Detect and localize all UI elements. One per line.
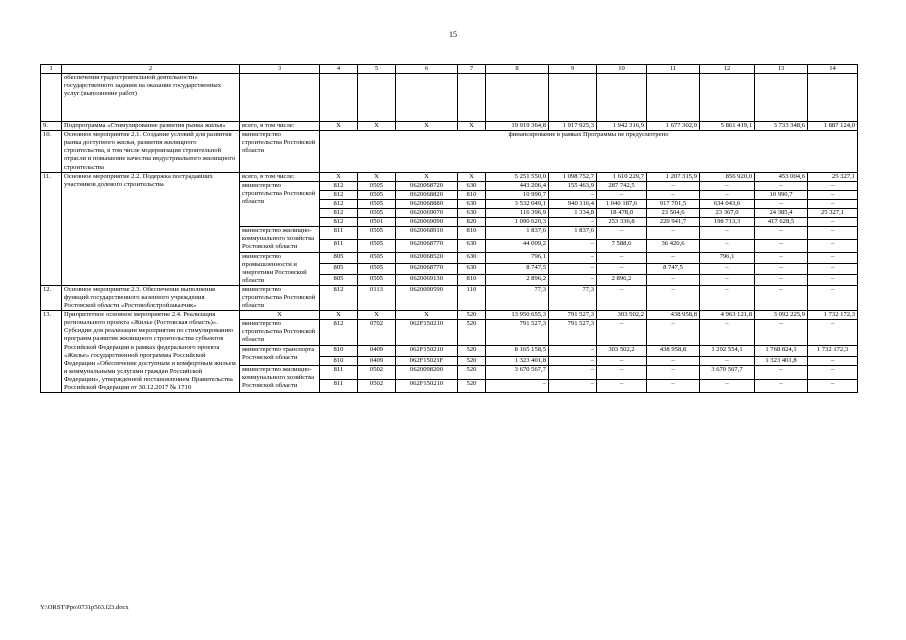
cell: 1 323 401,8 (755, 356, 808, 365)
cell: 4 963 121,8 (700, 311, 755, 320)
cell: 0505 (358, 263, 396, 274)
cell: – (597, 263, 647, 274)
cell: 3 532 049,1 (486, 199, 549, 208)
row-executor: министерство строительства Ростовской области (240, 131, 320, 172)
cell: 417 628,5 (755, 218, 808, 227)
cell: – (549, 263, 597, 274)
table-row (41, 122, 858, 131)
cell: – (755, 227, 808, 240)
cell: – (808, 285, 858, 310)
cell: – (647, 320, 700, 345)
row-executor: министерство жилищно-коммунального хозяйства Ростовской области (240, 227, 320, 252)
page-number: 15 (449, 30, 457, 39)
cell: 23 367,0 (700, 209, 755, 218)
cell: 1 837,6 (486, 227, 549, 240)
cell: Х (458, 122, 486, 131)
cell: 24 385,4 (755, 209, 808, 218)
cell: 3 670 567,7 (486, 365, 549, 380)
cell: 0620068770 (396, 239, 458, 252)
row-num: 10. (41, 131, 62, 172)
cell: 520 (458, 345, 486, 356)
cell: 3 733 348,6 (755, 122, 808, 131)
cell: 1 942 316,9 (597, 122, 647, 131)
col-number: 7 (458, 65, 486, 74)
cell: 0620000590 (396, 285, 458, 310)
row-executor: министерство строительства Ростовской области (240, 285, 320, 310)
cell: 19 919 364,8 (486, 122, 549, 131)
table-row (41, 172, 858, 181)
cell: 1 768 824,1 (755, 345, 808, 356)
col-number: 1 (41, 65, 62, 74)
cell: 812 (320, 320, 358, 345)
cell: 0505 (358, 181, 396, 190)
cell: 8 747,5 (486, 263, 549, 274)
cell: 1 917 925,3 (549, 122, 597, 131)
cell: 453 004,6 (755, 172, 808, 181)
cell: 44 009,2 (486, 239, 549, 252)
cell: 810 (458, 190, 486, 199)
table-row (41, 285, 858, 310)
row-name: Приоритетное основное мероприятие 2.4. Реализация регионального проекта «Жилье (Ростовская область)». Субсидии для реализации мероприятия по стимулированию программ развития жилищного строительства субъектов Российской Федерации в рамках федерального проекта «Жилье» государственной программы Российской Федерации «Обеспечение доступным и комфортным жильем и коммунальными услугами граждан Российской Федерации», утвержденной постановлением Правительства Российской Федерации от 30.12.2017 № 1710 (62, 311, 240, 393)
cell: 0409 (358, 345, 396, 356)
cell: 1 732 172,3 (808, 345, 858, 356)
cell: 13 950 655,3 (486, 311, 549, 320)
cell: 796,1 (700, 252, 755, 263)
cell: 812 (320, 218, 358, 227)
cell: 1 207 315,9 (647, 172, 700, 181)
cell: 303 502,2 (597, 345, 647, 356)
cell: – (808, 356, 858, 365)
cell: 155 463,9 (549, 181, 597, 190)
cell: – (700, 263, 755, 274)
cell: 062F150210 (396, 380, 458, 393)
cell: – (549, 190, 597, 199)
cell: 0113 (358, 285, 396, 310)
cell: 0620068880 (396, 199, 458, 208)
cell: 220 941,7 (647, 218, 700, 227)
cell: 5 861 419,1 (700, 122, 755, 131)
cell: 805 (320, 274, 358, 285)
financing-note: финансирование в рамках Программы не предусмотрено (320, 131, 858, 172)
cell: Х (240, 311, 320, 320)
cell: 1 732 172,3 (808, 311, 858, 320)
cell: – (755, 181, 808, 190)
cell: – (549, 274, 597, 285)
cell: 0505 (358, 239, 396, 252)
table-row (41, 131, 858, 172)
cell: – (808, 239, 858, 252)
cell: 116 396,9 (486, 209, 549, 218)
budget-table (40, 64, 858, 393)
row-name: Основное мероприятие 2.2. Подержка пострадавших участников долевого строительства (62, 172, 240, 285)
cell: 812 (320, 190, 358, 199)
cell: 1 887 124,0 (808, 122, 858, 131)
cell: – (549, 252, 597, 263)
cell: – (700, 227, 755, 240)
cell: 520 (458, 311, 486, 320)
cell: – (755, 274, 808, 285)
cell: 1 040 187,6 (597, 199, 647, 208)
col-number: 9 (549, 65, 597, 74)
row-executor: министерство промышленности и энергетики Ростовской области (240, 252, 320, 285)
cell: – (808, 181, 858, 190)
row-num: 13. (41, 311, 62, 393)
cell: 811 (320, 365, 358, 380)
cell: – (647, 285, 700, 310)
cell: 811 (320, 380, 358, 393)
row-executor: министерство транспорта Ростовской области (240, 345, 320, 365)
cell: – (597, 252, 647, 263)
cell: – (597, 380, 647, 393)
cell: 634 043,6 (700, 199, 755, 208)
cell: – (755, 365, 808, 380)
cell: 3 092 225,9 (755, 311, 808, 320)
cell: – (549, 365, 597, 380)
cell: – (647, 190, 700, 199)
footer-path: Y:\ORST\Ppo\0731p563.f23.docx (40, 604, 129, 611)
cell: 10 990,7 (755, 190, 808, 199)
cell: 0409 (358, 356, 396, 365)
row-name: Основное мероприятие 2.1. Создание условий для развития рынка доступного жилья, развития жилищного строительства, в том числе модернизация строительной отрасли и повышение качества индустриального жилищного строительства (62, 131, 240, 172)
row-executor: министерство жилищно-коммунального хозяйства Ростовской области (240, 365, 320, 392)
cell: – (549, 218, 597, 227)
cell: 810 (320, 345, 358, 356)
cell: 062F150210 (396, 345, 458, 356)
cell: Х (320, 311, 358, 320)
cell: Х (358, 122, 396, 131)
col-number: 4 (320, 65, 358, 74)
cell: – (647, 227, 700, 240)
cell: 630 (458, 181, 486, 190)
row-num: 11. (41, 172, 62, 285)
cell: 0620068910 (396, 227, 458, 240)
table-row (41, 74, 858, 122)
col-number: 11 (647, 65, 700, 74)
col-number: 12 (700, 65, 755, 74)
header-row (41, 65, 858, 74)
cell: 0620068520 (396, 252, 458, 263)
cell: 77,3 (486, 285, 549, 310)
cell: 0620068820 (396, 190, 458, 199)
cell: 0505 (358, 190, 396, 199)
cell: – (549, 380, 597, 393)
cell: 630 (458, 209, 486, 218)
cell: 0502 (358, 365, 396, 380)
cell: 438 958,8 (647, 345, 700, 356)
cell: – (549, 356, 597, 365)
cell: 1 323 401,8 (486, 356, 549, 365)
cell: – (808, 199, 858, 208)
row-name: обеспечения градостроительной деятельности» государственного задания на оказание государственных услуг (выполнение работ) (62, 74, 240, 122)
cell: – (808, 320, 858, 345)
cell: 3 670 567,7 (700, 365, 755, 380)
cell: – (700, 285, 755, 310)
cell: 303 502,2 (597, 311, 647, 320)
cell: 1 098 752,7 (549, 172, 597, 181)
cell: 0620098200 (396, 365, 458, 380)
cell: – (755, 199, 808, 208)
cell: 810 (458, 274, 486, 285)
cell: 110 (458, 285, 486, 310)
cell: – (647, 365, 700, 380)
cell: Х (358, 311, 396, 320)
cell: 812 (320, 209, 358, 218)
cell: 812 (320, 285, 358, 310)
cell: 811 (320, 239, 358, 252)
cell: 917 701,5 (647, 199, 700, 208)
cell: 630 (458, 252, 486, 263)
cell: 630 (458, 239, 486, 252)
cell: 0505 (358, 252, 396, 263)
cell: 810 (320, 356, 358, 365)
cell: 812 (320, 181, 358, 190)
cell: 796,1 (486, 252, 549, 263)
cell: – (700, 274, 755, 285)
cell: 1 837,6 (549, 227, 597, 240)
cell: 940 116,4 (549, 199, 597, 208)
cell: – (597, 190, 647, 199)
cell: 0620069070 (396, 209, 458, 218)
cell: 198 713,3 (700, 218, 755, 227)
cell: – (700, 356, 755, 365)
cell: – (486, 380, 549, 393)
col-number: 2 (62, 65, 240, 74)
cell: 805 (320, 263, 358, 274)
row-name: Основное мероприятие 2.3. Обеспечение выполнения функций государственного казенного учреждения Ростовской области «Ростовоблстройзаказчик» (62, 285, 240, 310)
cell: 812 (320, 199, 358, 208)
cell: 0505 (358, 274, 396, 285)
col-number: 8 (486, 65, 549, 74)
cell: 18 478,0 (597, 209, 647, 218)
cell: 25 327,1 (808, 209, 858, 218)
cell: – (549, 239, 597, 252)
cell: – (597, 285, 647, 310)
cell: 0505 (358, 209, 396, 218)
cell: – (808, 274, 858, 285)
cell: 791 527,3 (486, 320, 549, 345)
cell: 0505 (358, 227, 396, 240)
cell: Х (396, 311, 458, 320)
cell: – (647, 274, 700, 285)
cell: 36 420,6 (647, 239, 700, 252)
cell: 10 990,7 (486, 190, 549, 199)
row-num: 12. (41, 285, 62, 310)
cell: – (700, 181, 755, 190)
cell: 062F15021F (396, 356, 458, 365)
cell: – (808, 365, 858, 380)
cell: – (700, 239, 755, 252)
cell: – (755, 320, 808, 345)
row-name: Подпрограмма «Стимулирование развития рынка жилья» (62, 122, 240, 131)
cell: – (808, 218, 858, 227)
cell: – (597, 365, 647, 380)
cell: – (647, 380, 700, 393)
cell: 791 527,3 (549, 320, 597, 345)
cell: 5 251 550,0 (486, 172, 549, 181)
cell: 443 206,4 (486, 181, 549, 190)
cell: 7 588,6 (597, 239, 647, 252)
cell: – (755, 380, 808, 393)
cell: 1 292 554,1 (700, 345, 755, 356)
cell: – (808, 227, 858, 240)
row-executor: министерство строительства Ростовской области (240, 320, 320, 345)
cell: – (808, 380, 858, 393)
cell: – (755, 239, 808, 252)
cell: 856 920,0 (700, 172, 755, 181)
cell: 2 896,2 (597, 274, 647, 285)
cell: 810 (458, 227, 486, 240)
cell: – (597, 356, 647, 365)
cell: 8 165 158,5 (486, 345, 549, 356)
col-number: 5 (358, 65, 396, 74)
cell: 287 742,5 (597, 181, 647, 190)
cell: Х (358, 172, 396, 181)
cell: 520 (458, 356, 486, 365)
cell: – (755, 263, 808, 274)
row-executor: всего, в том числе: (240, 172, 320, 181)
cell: – (597, 227, 647, 240)
cell: – (647, 356, 700, 365)
cell: – (700, 320, 755, 345)
table-body (41, 65, 858, 393)
col-number: 10 (597, 65, 647, 74)
cell: 0502 (358, 380, 396, 393)
row-num: 9. (41, 122, 62, 131)
cell: 630 (458, 263, 486, 274)
cell: 520 (458, 365, 486, 380)
cell: Х (396, 122, 458, 131)
cell: – (808, 263, 858, 274)
cell: – (549, 345, 597, 356)
cell: 23 504,6 (647, 209, 700, 218)
cell: 77,3 (549, 285, 597, 310)
cell: Х (396, 172, 458, 181)
cell: 820 (458, 218, 486, 227)
cell: 0501 (358, 218, 396, 227)
cell: 0620069130 (396, 274, 458, 285)
cell: 0702 (358, 320, 396, 345)
cell: 1 334,8 (549, 209, 597, 218)
col-number: 14 (808, 65, 858, 74)
cell: 1 610 229,7 (597, 172, 647, 181)
cell: 062F150210 (396, 320, 458, 345)
cell: Х (458, 172, 486, 181)
cell: 520 (458, 380, 486, 393)
cell: 2 896,2 (486, 274, 549, 285)
cell: 0620068720 (396, 181, 458, 190)
col-number: 3 (240, 65, 320, 74)
cell: 0620069090 (396, 218, 458, 227)
col-number: 13 (755, 65, 808, 74)
cell: Х (320, 122, 358, 131)
cell: – (647, 181, 700, 190)
cell: 25 327,1 (808, 172, 858, 181)
cell: – (700, 190, 755, 199)
cell: 805 (320, 252, 358, 263)
cell: – (755, 285, 808, 310)
cell: – (808, 252, 858, 263)
table-row (41, 311, 858, 320)
cell: 8 747,5 (647, 263, 700, 274)
col-number: 6 (396, 65, 458, 74)
cell: 253 336,8 (597, 218, 647, 227)
cell: Х (320, 172, 358, 181)
cell: 630 (458, 199, 486, 208)
cell: – (597, 320, 647, 345)
cell: 1 090 620,3 (486, 218, 549, 227)
cell: 791 527,3 (549, 311, 597, 320)
cell: – (700, 380, 755, 393)
cell: 0505 (358, 199, 396, 208)
cell: – (808, 190, 858, 199)
cell: 438 958,8 (647, 311, 700, 320)
cell: – (647, 252, 700, 263)
cell: 811 (320, 227, 358, 240)
cell: 0620068770 (396, 263, 458, 274)
cell: – (755, 252, 808, 263)
row-executor: министерство строительства Ростовской области (240, 181, 320, 226)
cell: 520 (458, 320, 486, 345)
cell: 1 677 302,9 (647, 122, 700, 131)
row-executor: всего, в том числе: (240, 122, 320, 131)
